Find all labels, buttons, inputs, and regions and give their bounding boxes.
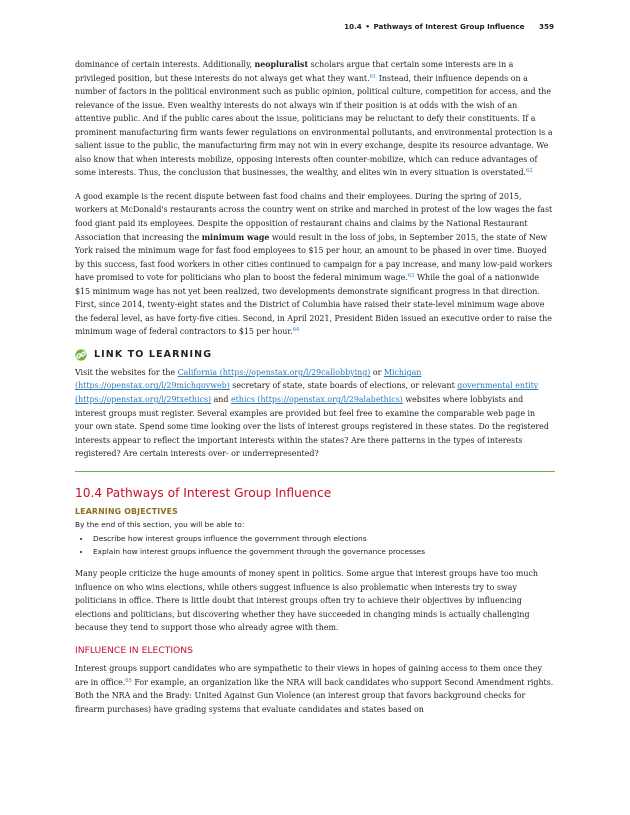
learning-objectives-heading: LEARNING OBJECTIVES — [75, 507, 178, 517]
michigan-link[interactable]: Michigan (https://openstax.org/l/29michgovweb) — [75, 367, 422, 391]
page-content — [75, 58, 555, 726]
objective-item: • Explain how interest groups influence the government through the governance processes — [91, 546, 555, 559]
link-to-learning-title: LINK TO LEARNING — [94, 349, 213, 361]
footnote-ref-65[interactable]: 65 — [125, 677, 132, 684]
key-term-minimum-wage[interactable]: minimum wage — [201, 232, 270, 242]
objectives-list — [75, 533, 555, 558]
paragraph-neopluralist: dominance of certain interests. Additionally, neopluralist scholars argue that certain some interests are in a privileged position, but these interests do not always get what they want.$^{61}$ Instead, their influence depends on a number of factors in the political environment such as public opinion, political culture, competition for access, and the relevance of the issue. Even wealthy interests do not always win if their position is at odds with the wish of an attentive public. And if the public cares about the issue, politicians may be reluctant to defy their constituents. If a prominent manufacturing firm wants fewer regulations on environmental pollutants, and environmental protection is a salient issue to the public, the manufacturing firm may not win in every exchange, despite its resource advantage. We also know that when interests mobilize, opposing interests often counter-mobilize, which can reduce advantages of some interests. Thus, the conclusion that businesses, the wealthy, and elites win in every situation is overstated.$^{62}$ — [75, 60, 553, 178]
subsection-heading: INFLUENCE IN ELECTIONS — [75, 645, 193, 656]
objectives-intro: By the end of this section, you will be able to: — [75, 520, 245, 530]
objective-item: • Describe how interest groups influence the government through elections — [91, 533, 555, 546]
key-term-neopluralist[interactable]: neopluralist — [254, 60, 309, 69]
governmental-entity-link[interactable]: governmental entity (https://openstax.org/l/29txethics) — [75, 381, 539, 405]
footnote-ref-62[interactable]: 62 — [526, 168, 533, 175]
footnote-ref-61[interactable]: 61 — [369, 73, 377, 80]
section-heading: 10.4 Pathways of Interest Group Influence — [75, 486, 332, 501]
paragraph-influence-in-elections: Interest groups support candidates who are sympathetic to their views in hopes of gaining access to them once they are in office.$^{65}$ For example, an organization like the NRA will back candidates who support Second Amendment rights. Both the NRA and the Brady: United Against Gun Violence (an interest group that favors background checks for firearm purchases) have grading systems that evaluate candidates and states based on — [75, 664, 554, 714]
paragraph-money-in-politics: Many people criticize the huge amounts of money spent in politics. Some argue that interest groups have too much influence on who wins elections, while others suggest influence is also problematic when interests try to sway politicians in office. There is little doubt that interest groups often try to achieve their objectives by influencing elections and politicians, but discovering whether they have succeeded in changing minds is actually challenging because they tend to support those who already agree with them. — [75, 569, 538, 633]
link-to-learning-text: Visit the websites for the California (https://openstax.org/l/29callobbying) or Michigan (https://openstax.org/l/29michgovweb) secretary of state, state boards of elections, or relevant governmental entity (https://openstax.org/l/29txethics) and ethics (https://openstax.org/l/29alabethics) websites where lobbyists and interest groups must register. Several examples are provided but feel free to examine the comparable web page in your own state. Spend some time looking over the lists of interest groups registered in these states. Do the registered interests appear to reflect the important interests within the states? Are there patterns in the types of interests registered? Are certain interests over- or underrepresented? — [75, 367, 549, 459]
footnote-ref-63[interactable]: 63 — [407, 273, 415, 280]
section-divider — [75, 471, 555, 473]
header-separator: • — [365, 22, 370, 31]
page-number: 359 — [538, 22, 554, 31]
header-section-number: 10.4 — [344, 22, 362, 31]
ethics-link[interactable]: ethics (https://openstax.org/l/29alabethics) — [230, 395, 403, 405]
header-title: Pathways of Interest Group Influence — [373, 22, 525, 31]
link-to-learning-header — [75, 349, 555, 361]
running-header — [344, 22, 554, 31]
california-link[interactable]: California (https://openstax.org/l/29callobbying) — [177, 367, 371, 377]
paragraph-minimum-wage: A good example is the recent dispute between fast food chains and their employees. During the spring of 2015, workers at McDonald's restaurants across the country went on strike and marched in protest of the low wages the fast food giant paid its employees. Despite the opposition of restaurant chains and claims by the National Restaurant Association that increasing the minimum wage would result in the loss of jobs, in September 2015, the state of New York raised the minimum wage for fast food employees to $15 per hour, an amount to be phased in over time. Buoyed by this success, fast food workers in other cities continued to campaign for a pay increase, and many low-paid workers have promised to vote for politicians who plan to boost the federal minimum wage.$^{63}$ While the goal of a nationwide $15 minimum wage has not yet been realized, two developments demonstrate significant progress in that direction. First, since 2014, twenty-eight states and the District of Columbia have raised their state-level minimum wage above the federal level, as have forty-five cities. Second, in April 2021, President Biden issued an executive order to raise the minimum wage of federal contractors to $15 per hour.$^{64}$ — [75, 191, 553, 337]
link-chain-icon — [75, 349, 87, 361]
footnote-ref-64[interactable]: 64 — [292, 327, 300, 334]
